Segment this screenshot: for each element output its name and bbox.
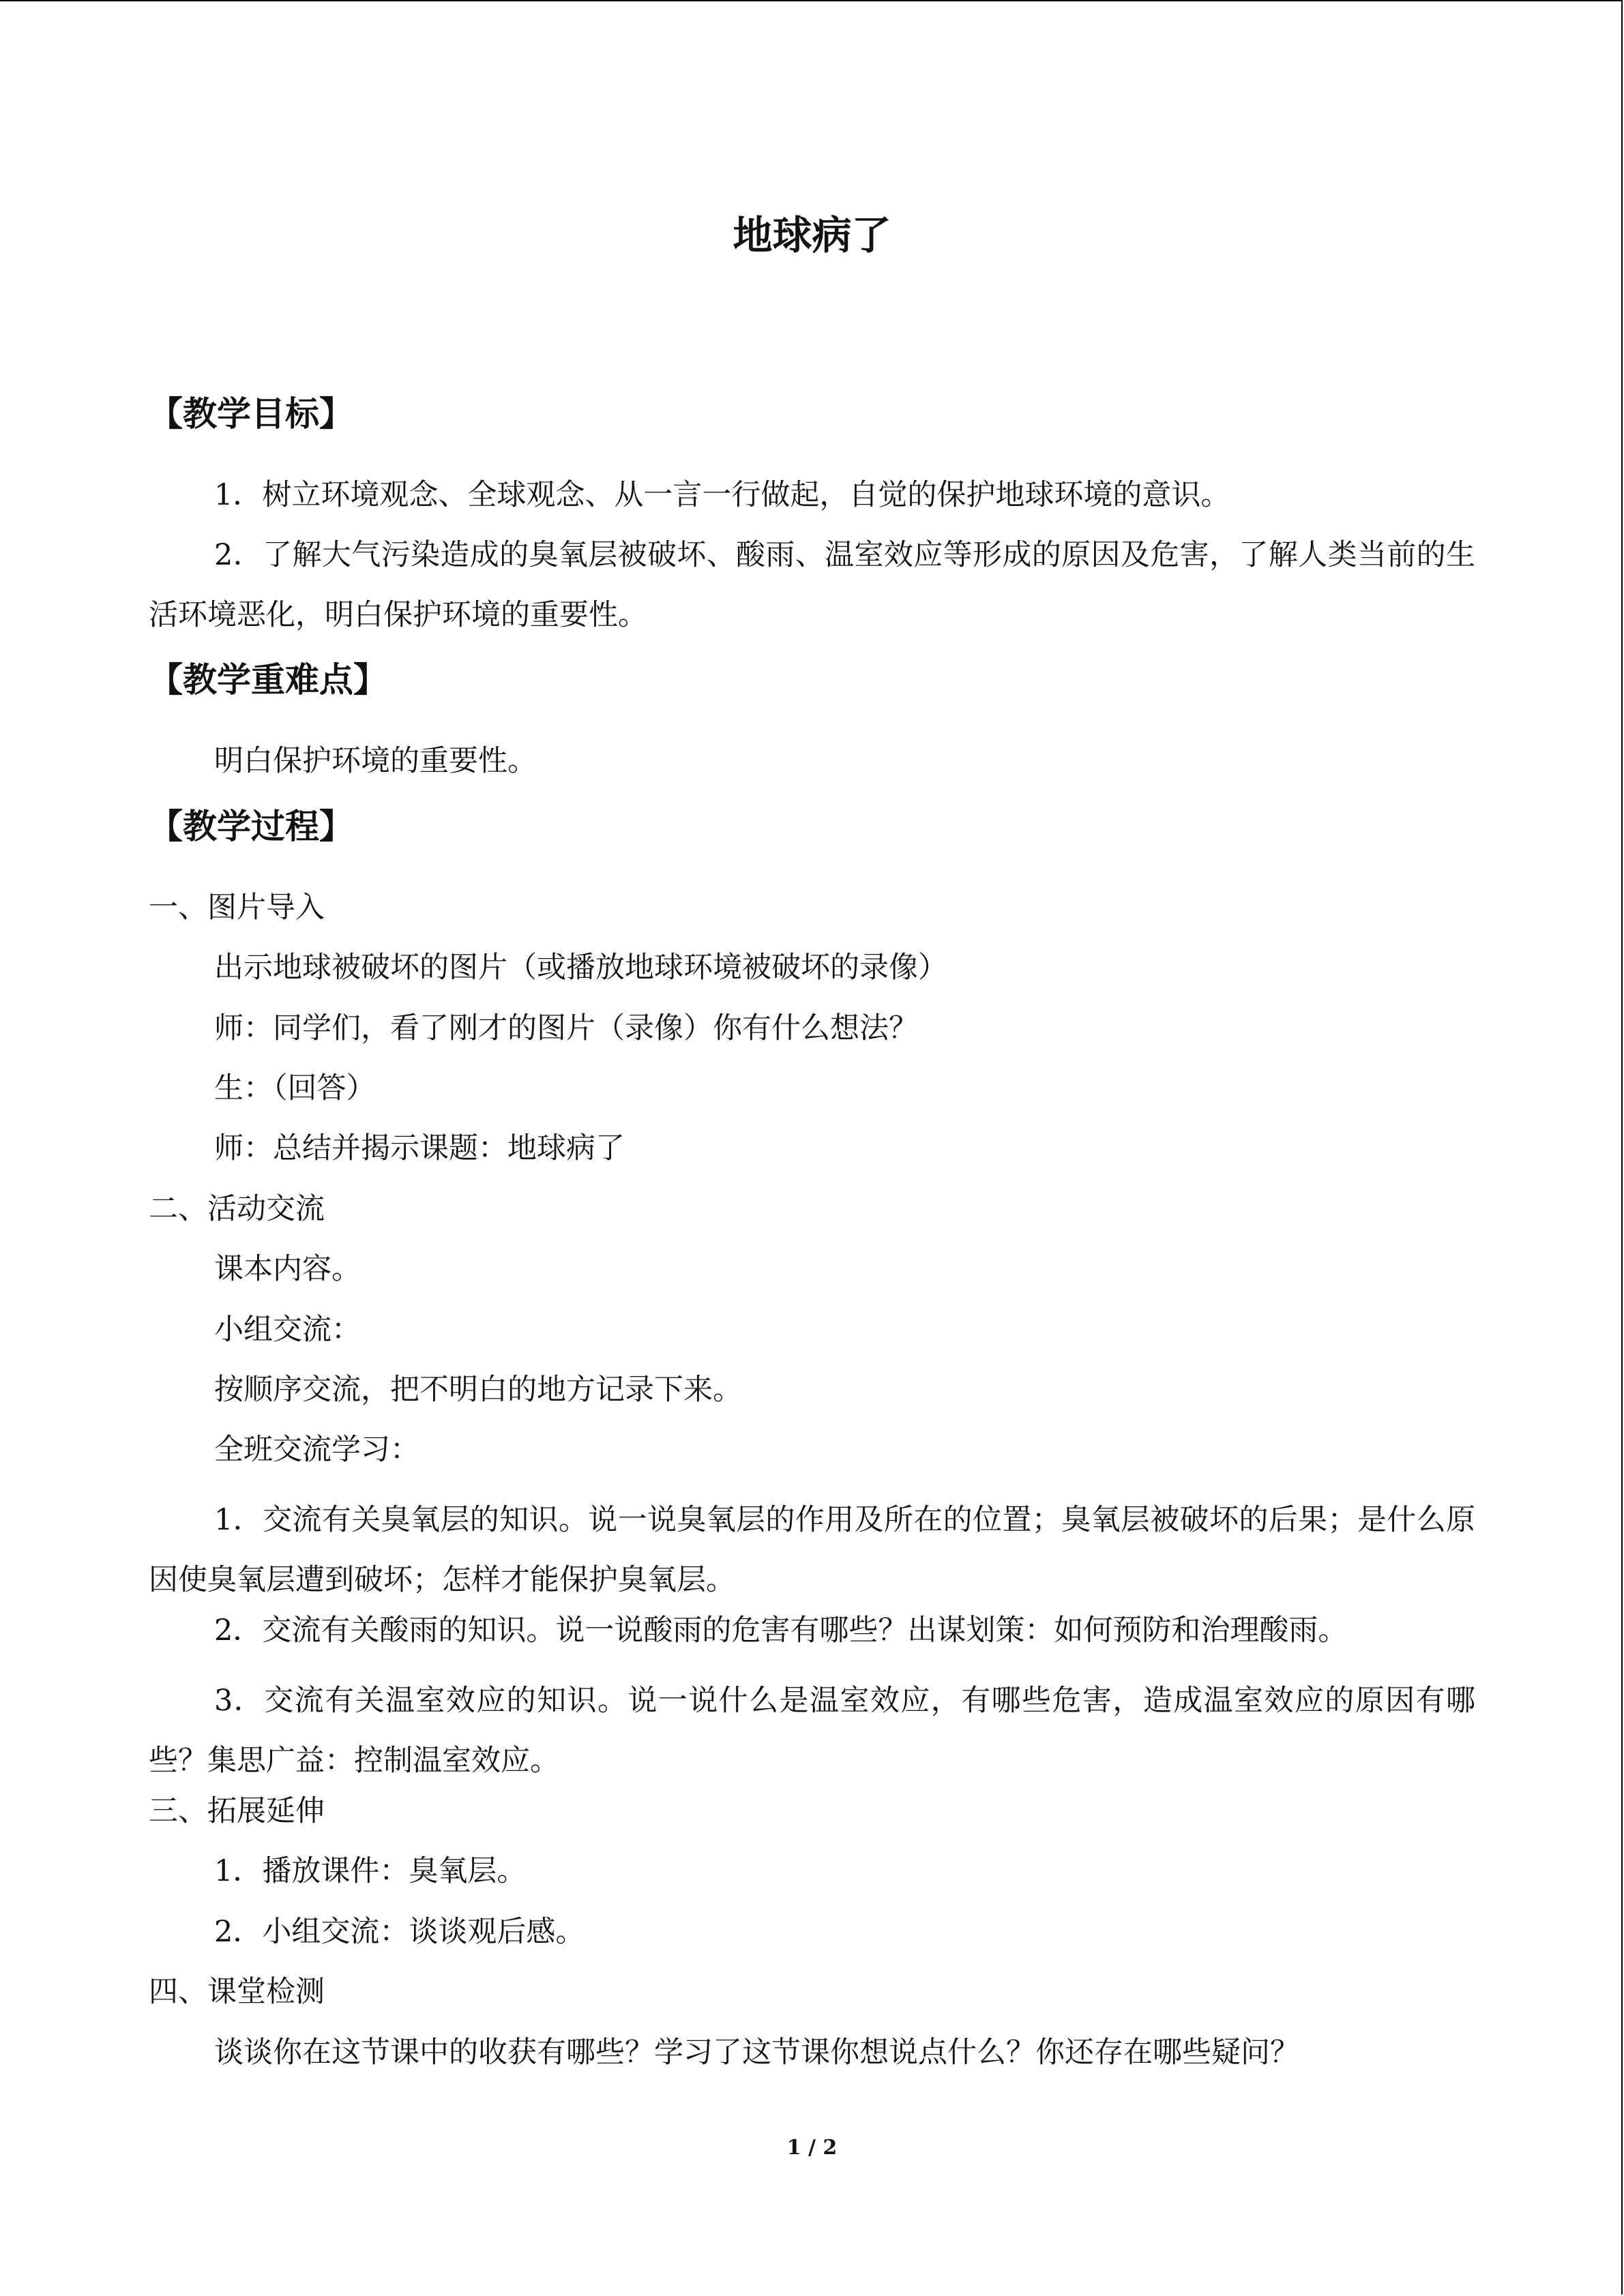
part2-item-1: 1．交流有关臭氧层的知识。说一说臭氧层的作用及所在的位置；臭氧层被破坏的后果；是什么原因使臭氧层遭到破坏；怎样才能保护臭氧层。: [149, 1503, 1475, 1597]
heading-teaching-process: 【教学过程】: [149, 807, 353, 846]
part1-line-4: 师：总结并揭示课题：地球病了: [214, 1131, 625, 1165]
part3-title: 三、拓展延伸: [149, 1794, 325, 1828]
goal-item-1: 1．树立环境观念、全球观念、从一言一行做起，自觉的保护地球环境的意识。: [214, 478, 1230, 512]
part3-line-2: 2．小组交流：谈谈观后感。: [214, 1915, 585, 1949]
part1-line-1: 出示地球被破坏的图片（或播放地球环境被破坏的录像）: [214, 951, 947, 985]
heading-key-points: 【教学重难点】: [149, 660, 387, 700]
part2-item-3: 3．交流有关温室效应的知识。说一说什么是温室效应，有哪些危害，造成温室效应的原因有哪些？集思广益：控制温室效应。: [149, 1684, 1475, 1778]
heading-teaching-goals: 【教学目标】: [149, 394, 353, 434]
part4-title: 四、课堂检测: [149, 1975, 325, 2009]
part1-title: 一、图片导入: [149, 891, 325, 925]
part3-line-1: 1．播放课件：臭氧层。: [214, 1854, 527, 1888]
part2-line-1: 课本内容。: [214, 1252, 361, 1286]
document-title: 地球病了: [733, 212, 891, 258]
part4-line-1: 谈谈你在这节课中的收获有哪些？学习了这节课你想说点什么？你还存在哪些疑问？: [214, 2036, 1299, 2070]
part1-line-2: 师：同学们，看了刚才的图片（录像）你有什么想法？: [214, 1011, 918, 1045]
part2-line-4: 全班交流学习：: [214, 1433, 419, 1467]
page-number: 1 / 2: [786, 2136, 838, 2160]
part2-item-2: 2．交流有关酸雨的知识。说一说酸雨的危害有哪些？出谋划策：如何预防和治理酸雨。: [214, 1613, 1348, 1648]
part2-line-3: 按顺序交流，把不明白的地方记录下来。: [214, 1373, 742, 1407]
goal-item-2: 2．了解大气污染造成的臭氧层被破坏、酸雨、温室效应等形成的原因及危害，了解人类当前的生活环境恶化，明白保护环境的重要性。: [149, 538, 1475, 632]
key-point-text: 明白保护环境的重要性。: [214, 744, 537, 778]
part2-line-2: 小组交流：: [214, 1313, 361, 1347]
part1-line-3: 生：（回答）: [214, 1071, 376, 1105]
part2-title: 二、活动交流: [149, 1192, 325, 1226]
